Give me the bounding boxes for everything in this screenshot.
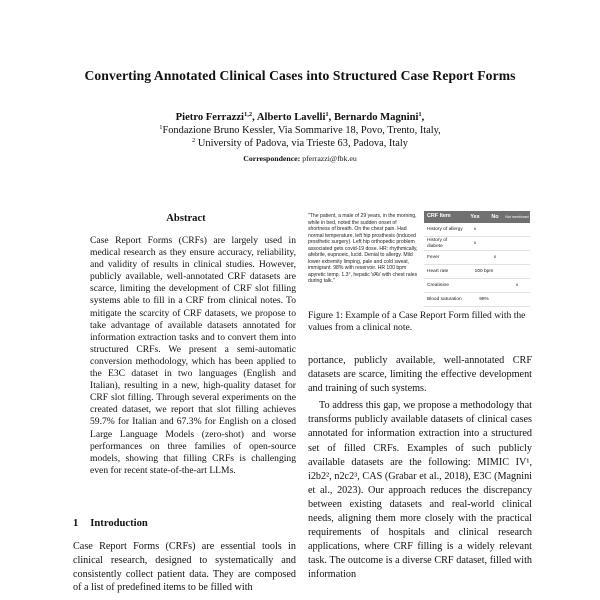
figure-caption: Figure 1: Example of a Case Report Form filled with the values from a clinical note.: [308, 310, 526, 334]
crf-item: Blood saturation: [427, 296, 462, 302]
affiliation: $^1$Fondazione Bruno Kessler, Via Sommarive 18, Povo, Trento, Italy,: [159, 124, 441, 136]
crf-item: Creatinine: [427, 282, 449, 288]
author-list: Pietro Ferrazzi$^{1,2}$, Alberto Lavelli$^1$, Bernardo Magnini$^1$,: [175, 111, 425, 123]
correspondence-email[interactable]: pferrazzi@fbk.eu: [302, 154, 357, 163]
section-heading: [73, 518, 148, 529]
crf-value: 98%: [479, 296, 489, 302]
crf-row: [424, 251, 530, 265]
correspondence: [0, 154, 600, 163]
intro-text: Case Report Forms (CRFs) are essential tools in clinical research, designed to systematically and consistently collect patient data. They are composed of a list of predefined items to be filled with: [73, 541, 296, 594]
paper-title: Converting Annotated Clinical Cases into Structured Case Report Forms: [84, 68, 516, 83]
section-title: Introduction: [90, 518, 148, 529]
abstract-text: Case Report Forms (CRFs) are largely used in medical research as they ensure accuracy, reliability, and validity of results in clinical studies. However, publicly available, well-annotated CRF datasets are scarce, limiting the development of CRF slot filling systems able to fill in a CRF from clinical notes. To mitigate the scarcity of CRF datasets, we propose to take advantage of available datasets annotated for information extraction tasks and to convert them into structured CRFs. We present a semi-automatic conversion methodology, which has been applied to the E3C dataset in two languages (English and Italian), resulting in a new, high-quality dataset for CRF slot filling. Through several experiments on the created dataset, we report that slot filling achieves 59.7% for Italian and 67.3% for English on a closed Large Language Models (zero-shot) and worse performances on three families of open-source models, showing that filling CRFs is challenging even for recent state-of-the-art LLMs.: [90, 235, 296, 476]
clinical-note: "The patient, a male of 29 years, in the morning, while in bed, noted the sudden onset of shortness of breath. On the chest pain. Had normal temperature, left hip prosthesis (induced prosthetic surgery). Left hip orthopedic problem associated gets covid-19 dose. HR: rhythmically, afebrile, eupnoeic, lucid. Denial to allergy. Mild lower extremity limping, pale and cold sweat, immigrant. 98% with reservoir. HR 100 bpm apyretic temp. 1.3°, hepatic VAV with chest rales during talk.": [308, 213, 418, 284]
author-name: Pietro Ferrazzi: [175, 112, 244, 123]
affiliation: $^2$ University of Padova, via Trieste 63, Padova, Italy: [192, 137, 408, 149]
author-name: Bernardo Magnini: [333, 112, 419, 123]
crf-row: [424, 223, 530, 237]
abstract-heading: Abstract: [166, 213, 206, 224]
crf-item: Heart rate: [427, 268, 449, 274]
author-affiliation-mark: 1: [325, 111, 329, 118]
crf-row: [424, 293, 530, 307]
crf-table: [424, 211, 530, 307]
section-number: 1: [73, 518, 79, 529]
crf-value: 100 bpm: [474, 268, 494, 274]
crf-mark-nm: x: [515, 282, 519, 288]
crf-mark-yes: x: [473, 227, 477, 232]
author-affiliation-mark: 1: [418, 111, 422, 118]
crf-item: History of allergy: [427, 226, 463, 232]
crf-header-row: CRF Item Yes No Not mentioned: [424, 211, 530, 223]
crf-row: [424, 237, 530, 251]
crf-item: History of diabete: [427, 238, 448, 249]
correspondence-label: Correspondence:: [243, 154, 301, 163]
crf-mark-yes: x: [473, 241, 477, 246]
crf-row: [424, 265, 530, 279]
author-name: Alberto Lavelli: [256, 112, 326, 123]
author-affiliation-mark: 1,2: [244, 111, 253, 118]
crf-item: Fever: [427, 254, 440, 260]
crf-mark-no: x: [493, 255, 497, 260]
crf-row: [424, 279, 530, 293]
right-column-text: portance, publicly available, well-annotated CRF datasets are scarce, limiting the effective development and training of such systems. To address this gap, we propose a methodology that transforms publicly available datasets of clinical cases annotated for information extraction into a structured set of filled CRFs. Examples of such publicly available datasets are the following: MIMIC IV¹, i2b2², n2c2³, CAS (Grabar et al., 2018), E3C (Magnini et al., 2023). Our approach reduces the discrepancy between existing datasets and real-world clinical needs, aligning them more closely with the practical requirements of hospitals and clinical research applications, where CRF filling is a widely relevant task. The outcome is a diverse CRF dataset, filled with information: [308, 355, 532, 581]
